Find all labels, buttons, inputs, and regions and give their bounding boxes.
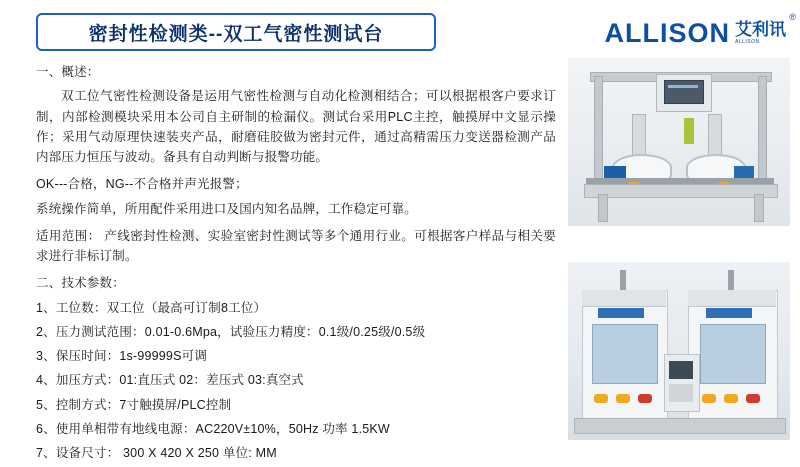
- brand-name-cn-wrap: [735, 12, 796, 45]
- machine-leg-left: [598, 194, 608, 222]
- param-item: 7、设备尺寸： 300 X 420 X 250 单位: MM: [36, 446, 277, 460]
- machine2-logo-right: [706, 308, 752, 318]
- params-heading: 二、技术参数：: [36, 276, 125, 291]
- machine2-controller-screen: [669, 361, 693, 379]
- page-title-box: [36, 13, 436, 51]
- machine-post-left: [594, 76, 603, 186]
- machine-cylinder-right: [708, 114, 722, 156]
- machine2-body-right-top: [688, 290, 776, 307]
- machine-cylinder-left: [632, 114, 646, 156]
- machine2-button-right-stop: [746, 394, 760, 403]
- machine2-table: [574, 418, 786, 434]
- registered-trademark-icon: ®: [789, 12, 796, 22]
- machine-screen-line: [668, 85, 698, 88]
- product-photo-bottom: [568, 262, 790, 440]
- machine-leg-right: [754, 194, 764, 222]
- param-item: 6、使用单相带有地线电源：AC220V±10%，50Hz 功率 1.5KW: [36, 421, 390, 436]
- machine-base: [584, 184, 778, 198]
- overview-paragraph-2: OK---合格，NG--不合格并声光报警；: [36, 177, 248, 192]
- overview-paragraph-3: 系统操作简单，所用配件采用进口及国内知名品牌，工作稳定可靠。: [36, 201, 418, 216]
- param-item: 2、压力测试范围：0.01-0.6Mpa，试验压力精度：0.1级/0.25级/0.5级: [36, 324, 426, 339]
- machine2-window-left: [592, 324, 658, 384]
- overview-paragraph-1: 双工位气密性检测设备是运用气密性检测与自动化检测相结合；可以根据根客户要求订制，内部检测模块采用本公司自主研制的检漏仪。测试台采用PLC主控，触摸屏中文显示操作；采用气动原理快速装夹产品，耐磨硅胶做为密封元件，通过高精需压力变送器检测产品内部压力恒压与波动。备具有自动判断与报警功能。: [36, 89, 556, 164]
- param-item: 1、工位数：双工位（最高可订制8工位）: [36, 300, 267, 315]
- machine2-logo-left: [598, 308, 644, 318]
- brand-name-cn: 艾利讯: [735, 20, 786, 39]
- machine2-body-left-top: [582, 290, 666, 307]
- machine2-button-right-1: [702, 394, 716, 403]
- machine2-rod-right: [728, 270, 734, 292]
- machine2-controller-keypad: [669, 384, 693, 402]
- machine-post-right: [758, 76, 767, 186]
- machine2-button-right-2: [724, 394, 738, 403]
- machine2-rod-left: [620, 270, 626, 292]
- brand-name-en: ALLISON: [604, 17, 730, 48]
- overview-heading: 一、概述：: [36, 65, 100, 79]
- machine-green-part: [684, 118, 694, 144]
- machine2-button-left-1: [594, 394, 608, 403]
- machine2-button-left-2: [616, 394, 630, 403]
- param-item: 5、控制方式：7寸触摸屏/PLC控制: [36, 397, 232, 412]
- brand-subtitle: ALLISON: [735, 39, 760, 45]
- page-title: 密封性检测类--双工气密性测试台: [88, 23, 384, 45]
- document-body: [36, 62, 556, 467]
- machine2-button-left-stop: [638, 394, 652, 403]
- product-photo-top: [568, 58, 790, 226]
- machine-touchscreen: [664, 80, 704, 104]
- machine2-window-right: [700, 324, 766, 384]
- overview-paragraph-4: 适用范围： 产线密封性检测、实验室密封性测试等多个通用行业。可根据客户样品与相关要求进行非标订制。: [36, 228, 556, 263]
- company-logo: [596, 12, 796, 54]
- param-item: 3、保压时间：1s-99999S可调: [36, 349, 208, 363]
- param-item: 4、加压方式：01:直压式 02：差压式 03:真空式: [36, 373, 304, 388]
